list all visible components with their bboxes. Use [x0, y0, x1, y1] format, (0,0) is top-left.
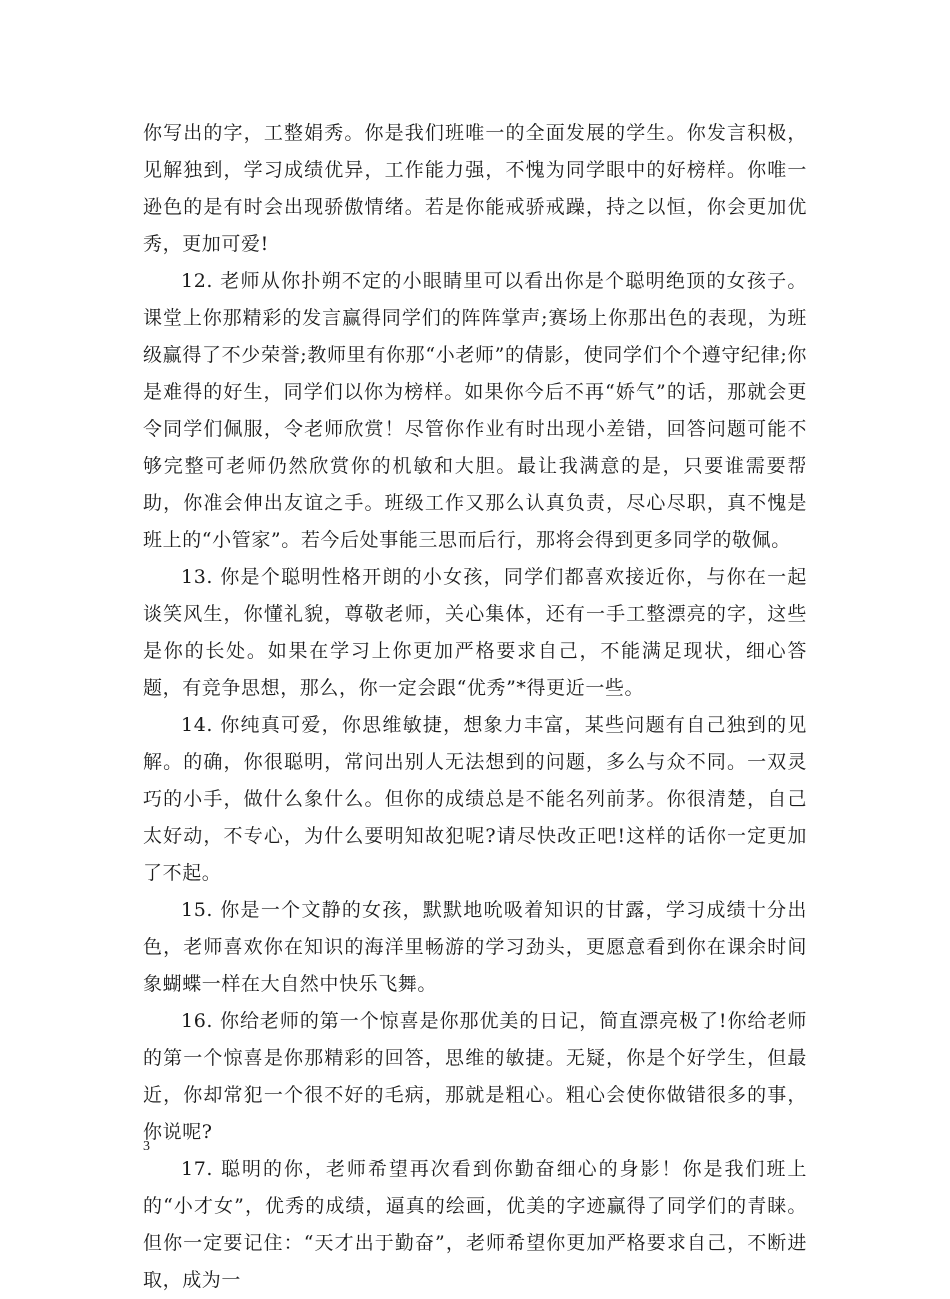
page-number: 3	[143, 1139, 150, 1154]
paragraph-continued: 你写出的字，工整娟秀。你是我们班唯一的全面发展的学生。你发言积极，见解独到，学习成绩优异，工作能力强，不愧为同学眼中的好榜样。你唯一逊色的是有时会出现骄傲情绪。若是你能戒骄戒躁，持之以恒，你会更加优秀，更加可爱!	[143, 122, 807, 255]
paragraph-16: 16. 你给老师的第一个惊喜是你那优美的日记，简直漂亮极了!你给老师的第一个惊喜是你那精彩的回答，思维的敏捷。无疑，你是个好学生，但最近，你却常犯一个很不好的毛病，那就是粗心。粗心会使你做错很多的事，你说呢?	[143, 1010, 807, 1143]
paragraph-12: 12. 老师从你扑朔不定的小眼睛里可以看出你是个聪明绝顶的女孩子。课堂上你那精彩的发言赢得同学们的阵阵掌声;赛场上你那出色的表现，为班级赢得了不少荣誉;教师里有你那“小老师”的倩影，使同学们个个遵守纪律;你是难得的好生，同学们以你为榜样。如果你今后不再“娇气”的话，那就会更令同学们佩服，令老师欣赏！尽管你作业有时出现小差错，回答问题可能不够完整可老师仍然欣赏你的机敏和大胆。最让我满意的是，只要谁需要帮助，你准会伸出友谊之手。班级工作又那么认真负责，尽心尽职，真不愧是班上的“小管家”。若今后处事能三思而后行，那将会得到更多同学的敬佩。	[143, 270, 807, 551]
paragraph-15: 15. 你是一个文静的女孩，默默地吮吸着知识的甘露，学习成绩十分出色，老师喜欢你在知识的海洋里畅游的学习劲头，更愿意看到你在课余时间象蝴蝶一样在大自然中快乐飞舞。	[143, 899, 807, 995]
paragraph-13: 13. 你是个聪明性格开朗的小女孩，同学们都喜欢接近你，与你在一起谈笑风生，你懂礼貌，尊敬老师，关心集体，还有一手工整漂亮的字，这些是你的长处。如果在学习上你更加严格要求自己，不能满足现状，细心答题，有竞争思想，那么，你一定会跟“优秀”*得更近一些。	[143, 566, 807, 699]
document-body	[143, 115, 807, 1299]
paragraph-17: 17. 聪明的你，老师希望再次看到你勤奋细心的身影！你是我们班上的“小才女”，优秀的成绩，逼真的绘画，优美的字迹赢得了同学们的青睐。但你一定要记住：“天才出于勤奋”，老师希望你更加严格要求自己，不断进取，成为一	[143, 1158, 807, 1291]
paragraph-14: 14. 你纯真可爱，你思维敏捷，想象力丰富，某些问题有自己独到的见解。的确，你很聪明，常问出别人无法想到的问题，多么与众不同。一双灵巧的小手，做什么象什么。但你的成绩总是不能名列前茅。你很清楚，自己太好动，不专心，为什么要明知故犯呢?请尽快改正吧!这样的话你一定更加了不起。	[143, 714, 807, 884]
